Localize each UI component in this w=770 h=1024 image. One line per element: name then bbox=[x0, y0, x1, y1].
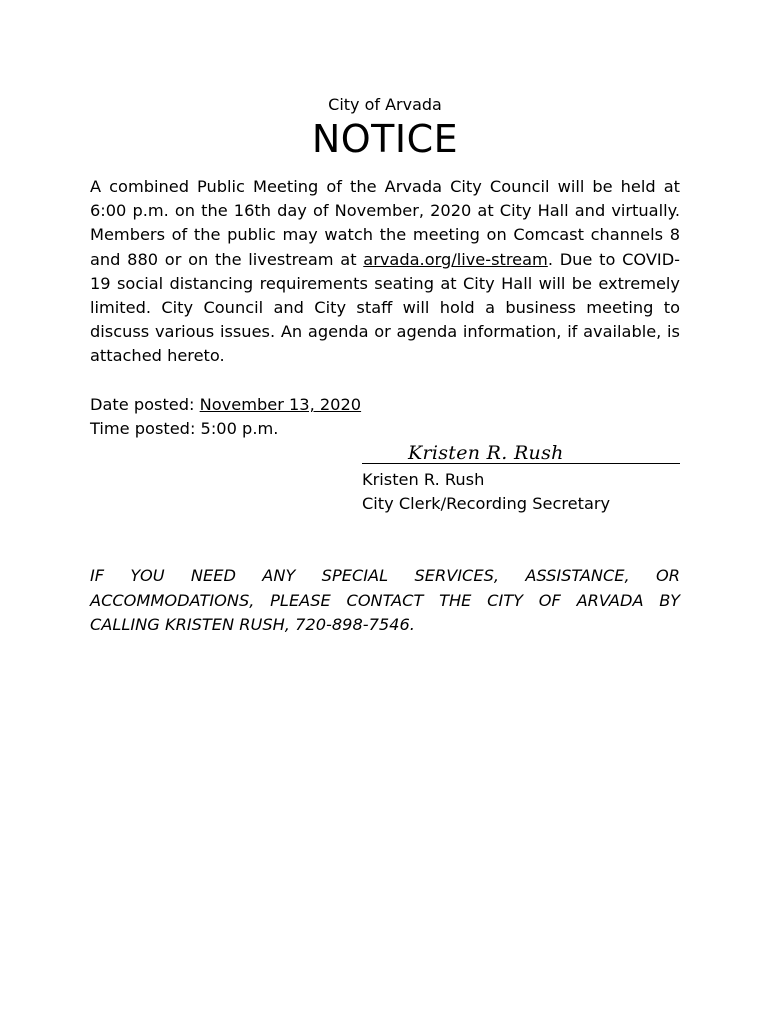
special-services-notice: IF YOU NEED ANY SPECIAL SERVICES, ASSISTANCE, OR ACCOMMODATIONS, PLEASE CONTACT THE CITY OF ARVADA BY CALLING KRISTEN RUSH, 720-898-7546. bbox=[90, 566, 680, 634]
date-posted bbox=[90, 393, 361, 417]
notice-body bbox=[90, 175, 680, 369]
signer-name: Kristen R. Rush bbox=[362, 470, 485, 489]
signature-line bbox=[362, 444, 680, 464]
city-name: City of Arvada bbox=[328, 95, 442, 114]
livestream-link[interactable]: arvada.org/live-stream bbox=[363, 249, 548, 269]
notice-body-text-2: . Due to COVID-19 social distancing requirements seating at City Hall will be extremely limited. City Council and City staff will hold a business meeting to discuss various issues. An agenda or agenda information, if available, is attached hereto. bbox=[90, 249, 680, 366]
signer-title: City Clerk/Recording Secretary bbox=[362, 494, 611, 513]
notice-title: NOTICE bbox=[311, 117, 459, 161]
notice-body-text-1: A combined Public Meeting of the Arvada City Council will be held at 6:00 p.m. on the 16th day of November, 2020 at City Hall and virtually. Members of the public may watch the meeting on Comcast channels 8 and 880 or on the livestream at bbox=[90, 177, 680, 269]
time-posted: Time posted: 5:00 p.m. bbox=[90, 419, 279, 438]
date-posted-label: Date posted: bbox=[90, 395, 200, 414]
handwritten-signature: Kristen R. Rush bbox=[408, 442, 564, 464]
date-posted-value: November 13, 2020 bbox=[199, 395, 362, 414]
